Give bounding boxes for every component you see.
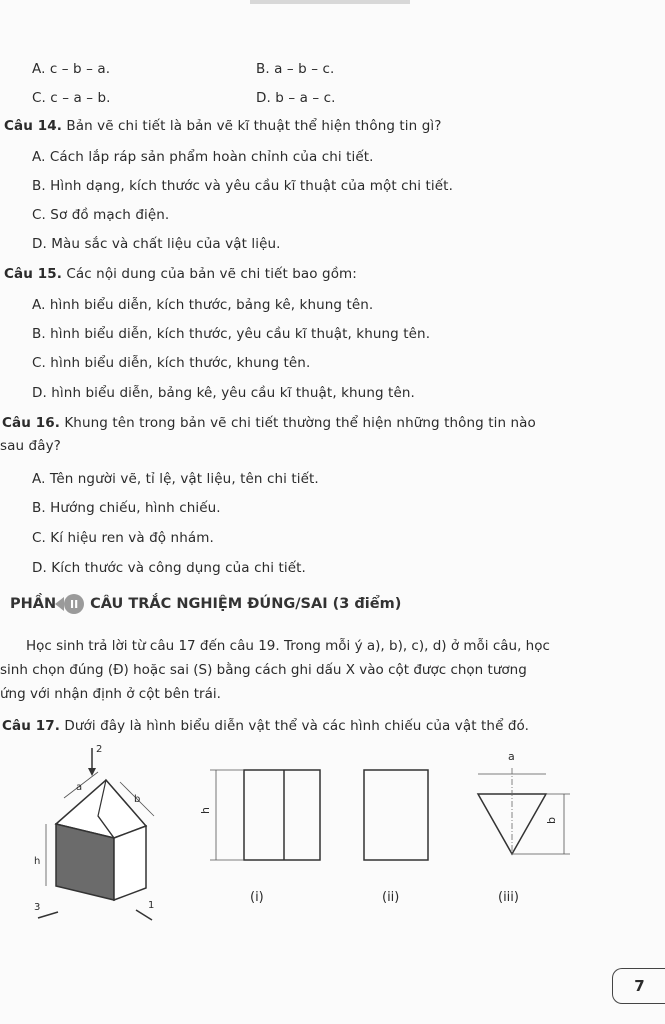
- iso-label-b: b: [134, 794, 141, 805]
- view-i-caption: (i): [250, 890, 264, 905]
- q16-option-b[interactable]: B. Hướng chiếu, hình chiếu.: [32, 500, 221, 516]
- direction-3-arrow: [38, 912, 58, 918]
- q16-option-c[interactable]: C. Kí hiệu ren và độ nhám.: [32, 530, 214, 546]
- question-16-text-line2: sau đây?: [0, 438, 61, 454]
- q15-option-b[interactable]: B. hình biểu diễn, kích thước, yêu cầu kĩ thuật, khung tên.: [32, 326, 431, 342]
- projection-view-iii: [470, 764, 580, 864]
- question-16: [2, 415, 536, 431]
- section-numeral-badge: II: [64, 594, 84, 614]
- prism-side-face: [114, 826, 146, 900]
- q13-option-b[interactable]: B. a – b – c.: [256, 61, 335, 77]
- q15-option-c[interactable]: C. hình biểu diễn, kích thước, khung tên.: [32, 355, 311, 371]
- iso-label-2: 2: [96, 744, 103, 755]
- q14-option-d[interactable]: D. Màu sắc và chất liệu của vật liệu.: [32, 236, 281, 252]
- projection-view-ii: [360, 768, 432, 864]
- q15-option-d[interactable]: D. hình biểu diễn, bảng kê, yêu cầu kĩ thuật, khung tên.: [32, 385, 415, 401]
- prism-front-face: [56, 824, 114, 900]
- q15-option-a[interactable]: A. hình biểu diễn, kích thước, bảng kê, khung tên.: [32, 297, 374, 313]
- section-2-heading: [10, 594, 401, 614]
- question-17: [2, 718, 529, 734]
- view-i-outline: [244, 770, 320, 860]
- top-edge-band: [250, 0, 410, 4]
- instructions-line-2: sinh chọn đúng (Đ) hoặc sai (S) bằng cách ghi dấu X vào cột được chọn tương: [0, 662, 527, 678]
- q13-option-c[interactable]: C. c – a – b.: [32, 90, 111, 106]
- question-15-label: Câu 15.: [4, 266, 62, 282]
- instructions-line-1: Học sinh trả lời từ câu 17 đến câu 19. Trong mỗi ý a), b), c), d) ở mỗi câu, học: [26, 638, 550, 654]
- projection-view-i: [196, 760, 326, 870]
- iso-label-1: 1: [148, 900, 155, 911]
- question-17-label: Câu 17.: [2, 718, 60, 734]
- question-14-label: Câu 14.: [4, 118, 62, 134]
- view-iii-label-b: b: [544, 817, 558, 824]
- page-number: 7: [612, 968, 665, 1004]
- q13-option-d[interactable]: D. b – a – c.: [256, 90, 336, 106]
- question-14-text: Bản vẽ chi tiết là bản vẽ kĩ thuật thể hiện thông tin gì?: [61, 118, 442, 134]
- isometric-object-figure: [28, 742, 198, 922]
- question-14: [4, 118, 442, 134]
- view-i-label-h: h: [198, 807, 212, 814]
- view-ii-outline: [364, 770, 428, 860]
- question-17-text: Dưới đây là hình biểu diễn vật thể và các hình chiếu của vật thể đó.: [59, 718, 530, 734]
- q16-option-a[interactable]: A. Tên người vẽ, tỉ lệ, vật liệu, tên chi tiết.: [32, 471, 319, 487]
- section-part-label: PHẦN: [10, 596, 57, 612]
- view-ii-caption: (ii): [382, 890, 400, 905]
- direction-1-arrow: [136, 910, 152, 920]
- instructions-line-3: ứng với nhận định ở cột bên trái.: [0, 686, 221, 702]
- section-title: CÂU TRẮC NGHIỆM ĐÚNG/SAI (3 điểm): [90, 596, 402, 612]
- question-15-text: Các nội dung của bản vẽ chi tiết bao gồm:: [61, 266, 357, 282]
- view-iii-caption: (iii): [498, 890, 519, 905]
- iso-label-a: a: [76, 782, 83, 793]
- iso-label-h: h: [34, 856, 41, 867]
- q14-option-c[interactable]: C. Sơ đồ mạch điện.: [32, 207, 170, 223]
- q14-option-a[interactable]: A. Cách lắp ráp sản phẩm hoàn chỉnh của chi tiết.: [32, 149, 374, 165]
- question-15: [4, 266, 357, 282]
- question-16-label: Câu 16.: [2, 415, 60, 431]
- q14-option-b[interactable]: B. Hình dạng, kích thước và yêu cầu kĩ thuật của một chi tiết.: [32, 178, 453, 194]
- q13-option-a[interactable]: A. c – b – a.: [32, 61, 111, 77]
- iso-label-3: 3: [34, 902, 41, 913]
- question-16-text-line1: Khung tên trong bản vẽ chi tiết thường thể hiện những thông tin nào: [59, 415, 536, 431]
- q16-option-d[interactable]: D. Kích thước và công dụng của chi tiết.: [32, 560, 306, 576]
- view-iii-label-a: a: [508, 750, 515, 763]
